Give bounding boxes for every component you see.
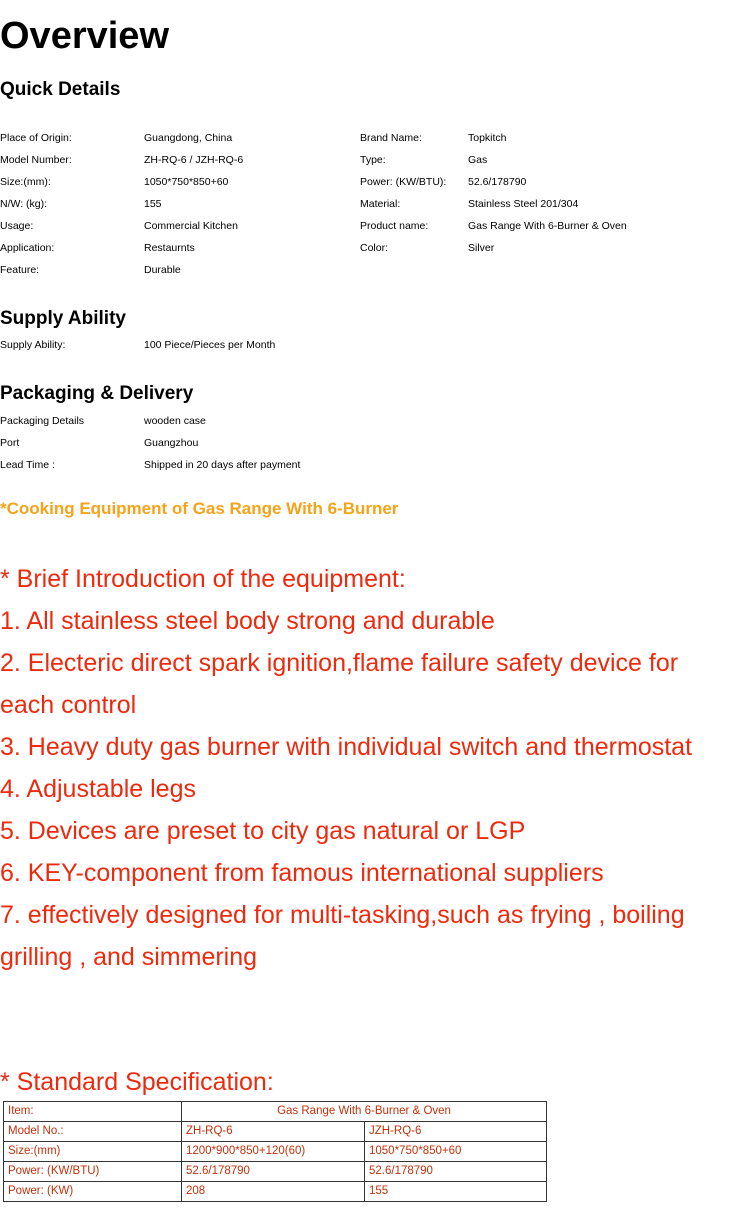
detail-label-brand: Brand Name: — [360, 132, 422, 144]
detail-value-color: Silver — [468, 242, 495, 254]
packaging-value-lead-time: Shipped in 20 days after payment — [144, 459, 301, 471]
detail-label-power: Power: (KW/BTU): — [360, 176, 447, 188]
detail-value-type: Gas — [468, 154, 488, 166]
packaging-label-lead-time: Lead Time : — [0, 459, 55, 471]
supply-ability-heading: Supply Ability — [0, 308, 126, 329]
spec-cell-value: 208 — [182, 1182, 365, 1202]
detail-label-feature: Feature: — [0, 264, 40, 276]
detail-label-model: Model Number: — [0, 154, 72, 166]
intro-item: 5. Devices are preset to city gas natural or LGP — [0, 817, 526, 845]
detail-label-weight: N/W: (kg): — [0, 198, 48, 210]
detail-value-model: ZH-RQ-6 / JZH-RQ-6 — [144, 154, 244, 166]
detail-label-application: Application: — [0, 242, 55, 254]
intro-item: 2. Electeric direct spark ignition,flame failure safety device for each control — [0, 649, 679, 719]
detail-value-product-name: Gas Range With 6-Burner & Oven — [468, 220, 627, 232]
detail-label-origin: Place of Origin: — [0, 132, 72, 144]
detail-value-usage: Commercial Kitchen — [144, 220, 238, 232]
intro-item: 4. Adjustable legs — [0, 775, 196, 803]
spec-cell-item-label: Item: — [4, 1102, 182, 1122]
table-row — [4, 1122, 547, 1142]
spec-cell-value: 52.6/178790 — [182, 1162, 365, 1182]
detail-label-usage: Usage: — [0, 220, 34, 232]
intro-item: 7. effectively designed for multi-tasking,such as frying , boiling grilling , and simmering — [0, 901, 685, 971]
spec-cell-value: JZH-RQ-6 — [365, 1122, 547, 1142]
supply-label: Supply Ability: — [0, 339, 66, 351]
spec-cell-label: Size:(mm) — [4, 1142, 182, 1162]
spec-cell-value: 1050*750*850+60 — [365, 1142, 547, 1162]
spec-cell-value: 155 — [365, 1182, 547, 1202]
spec-cell-value: 52.6/178790 — [365, 1162, 547, 1182]
packaging-value-port: Guangzhou — [144, 437, 199, 449]
spec-cell-label: Model No.: — [4, 1122, 182, 1142]
quick-details-heading: Quick Details — [0, 79, 121, 100]
table-row — [4, 1182, 547, 1202]
detail-value-origin: Guangdong, China — [144, 132, 233, 144]
detail-label-size: Size:(mm): — [0, 176, 51, 188]
detail-value-application: Restaurnts — [144, 242, 195, 254]
intro-item: 6. KEY-component from famous international suppliers — [0, 859, 604, 887]
detail-label-product-name: Product name: — [360, 220, 429, 232]
page-title: Overview — [0, 15, 169, 57]
spec-cell-label: Power: (KW/BTU) — [4, 1162, 182, 1182]
table-row — [4, 1102, 547, 1122]
packaging-heading: Packaging & Delivery — [0, 383, 194, 404]
supply-value: 100 Piece/Pieces per Month — [144, 339, 276, 351]
product-headline: *Cooking Equipment of Gas Range With 6-Burner — [0, 499, 399, 518]
table-row — [4, 1162, 547, 1182]
spec-table — [3, 1101, 547, 1202]
spec-cell-item-value: Gas Range With 6-Burner & Oven — [182, 1102, 547, 1122]
detail-label-material: Material: — [360, 198, 401, 210]
detail-value-power: 52.6/178790 — [468, 176, 527, 188]
spec-cell-label: Power: (KW) — [4, 1182, 182, 1202]
table-row — [4, 1142, 547, 1162]
detail-value-feature: Durable — [144, 264, 181, 276]
intro-heading: * Brief Introduction of the equipment: — [0, 565, 406, 593]
detail-value-material: Stainless Steel 201/304 — [468, 198, 579, 210]
packaging-value-details: wooden case — [144, 415, 206, 427]
intro-item: 1. All stainless steel body strong and durable — [0, 607, 495, 635]
detail-label-color: Color: — [360, 242, 389, 254]
packaging-label-details: Packaging Details — [0, 415, 85, 427]
spec-cell-value: 1200*900*850+120(60) — [182, 1142, 365, 1162]
spec-cell-value: ZH-RQ-6 — [182, 1122, 365, 1142]
detail-value-brand: Topkitch — [468, 132, 507, 144]
intro-item: 3. Heavy duty gas burner with individual switch and thermostat — [0, 733, 693, 761]
intro-section — [0, 558, 730, 978]
packaging-label-port: Port — [0, 437, 20, 449]
detail-label-type: Type: — [360, 154, 386, 166]
spec-heading: * Standard Specification: — [0, 1068, 274, 1096]
detail-value-weight: 155 — [144, 198, 162, 210]
detail-value-size: 1050*750*850+60 — [144, 176, 229, 188]
